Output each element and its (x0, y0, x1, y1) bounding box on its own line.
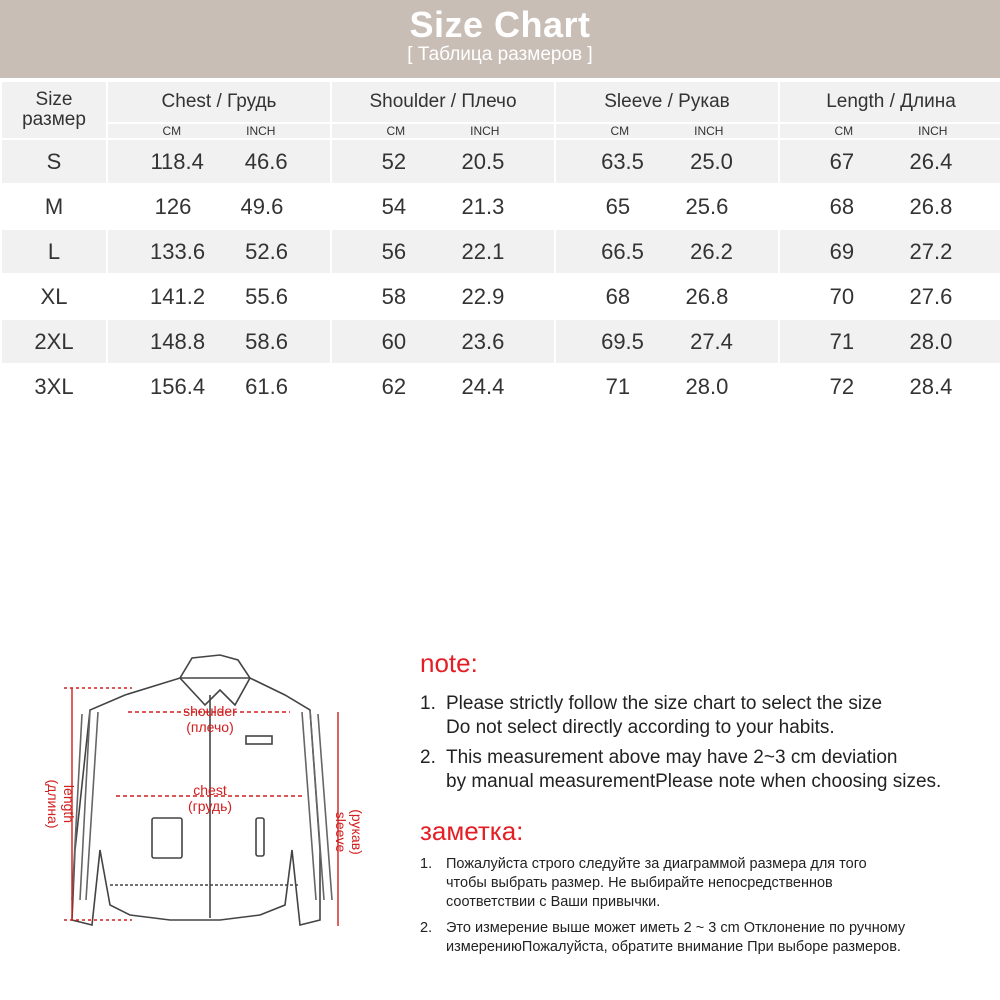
value-inch: 20.5 (461, 148, 505, 174)
notes-en (420, 648, 1000, 685)
value-cm: 60 (381, 328, 407, 354)
table-row (2, 365, 1000, 408)
measurement-cell (332, 140, 554, 183)
measurement-cell (780, 230, 1000, 273)
measurement-cell (108, 230, 330, 273)
value-cm: 58 (381, 283, 407, 309)
length-label: length (61, 784, 77, 824)
value-cm: 126 (154, 193, 192, 219)
measurement-cell (108, 185, 330, 228)
size-cell: L (2, 230, 106, 273)
value-inch: 27.4 (690, 328, 733, 354)
column-header-sleeve: Sleeve / Рукав (556, 82, 778, 122)
value-cm: 68 (829, 193, 855, 219)
table-row (2, 275, 1000, 318)
length-label-ru: (длина) (45, 779, 61, 829)
value-cm: 71 (605, 373, 631, 399)
measurement-cell (556, 275, 778, 318)
value-cm: 69 (829, 238, 855, 264)
page-subtitle: [ Таблица размеров ] (407, 44, 593, 65)
column-header-chest: Chest / Грудь (108, 82, 330, 122)
value-cm: 63.5 (601, 148, 644, 174)
table-row (2, 140, 1000, 183)
measurement-cell (780, 275, 1000, 318)
value-cm: 133.6 (150, 238, 206, 264)
note-ru-item-2: 2. Это измерение выше может иметь 2 ~ 3 cm Отклонение по ручному измерениюПожалуйста, обратите внимание При выборе размеров. (420, 920, 906, 955)
measurement-cell (556, 320, 778, 363)
value-inch: 28.0 (685, 373, 729, 399)
header-banner (0, 0, 1000, 78)
measurement-cell (780, 365, 1000, 408)
value-inch: 24.4 (461, 373, 505, 399)
measurement-cell (556, 365, 778, 408)
measurement-cell (108, 140, 330, 183)
table-row (2, 185, 1000, 228)
sleeve-label-ru: (рукав) (349, 809, 365, 855)
measurement-cell (556, 230, 778, 273)
table-row (2, 230, 1000, 273)
value-cm: 56 (381, 238, 407, 264)
size-table (0, 80, 1000, 410)
value-cm: 70 (829, 283, 855, 309)
value-inch: 46.6 (244, 148, 288, 174)
value-inch: 25.0 (690, 148, 733, 174)
value-cm: 148.8 (150, 328, 206, 354)
unit-header: CM INCH (556, 124, 778, 138)
unit-header: CM INCH (332, 124, 554, 138)
value-inch: 26.4 (909, 148, 953, 174)
value-inch: 21.3 (461, 193, 505, 219)
measurement-cell (556, 185, 778, 228)
value-cm: 68 (605, 283, 631, 309)
value-cm: 156.4 (150, 373, 206, 399)
note-en-item-2: 2. This measurement above may have 2~3 cm deviation by manual measurementPlease note when choosing sizes. (420, 747, 942, 792)
note-en-item-1: 1. Please strictly follow the size chart to select the size Do not select directly according to your habits. (420, 693, 883, 738)
shoulder-label: shoulder (183, 703, 237, 719)
value-inch: 22.1 (461, 238, 505, 264)
value-cm: 54 (381, 193, 407, 219)
value-inch: 26.8 (685, 283, 729, 309)
measurement-cell (108, 275, 330, 318)
value-inch: 58.6 (245, 328, 288, 354)
note-ru-item-1: 1. Пожалуйста строго следуйте за диаграммой размера для того чтобы выбрать размер. Не выбирайте непосредственнов соответствии с Ваши привычки. (420, 856, 867, 910)
size-cell: S (2, 140, 106, 183)
size-cell: 3XL (2, 365, 106, 408)
value-inch: 55.6 (245, 283, 288, 309)
value-inch: 28.4 (909, 373, 953, 399)
sleeve-label: sleeve (333, 811, 349, 853)
value-inch: 25.6 (685, 193, 729, 219)
measurement-cell (332, 185, 554, 228)
value-inch: 27.2 (909, 238, 953, 264)
value-cm: 66.5 (601, 238, 644, 264)
unit-header: CM INCH (108, 124, 330, 138)
value-cm: 69.5 (601, 328, 644, 354)
value-cm: 141.2 (150, 283, 206, 309)
value-inch: 27.6 (909, 283, 953, 309)
value-cm: 62 (381, 373, 407, 399)
measurement-cell (780, 320, 1000, 363)
table-row (2, 320, 1000, 363)
size-cell: M (2, 185, 106, 228)
page-title: Size Chart (409, 4, 591, 45)
value-cm: 71 (829, 328, 855, 354)
value-inch: 28.0 (909, 328, 953, 354)
jacket-collar (180, 655, 250, 705)
measurement-cell (556, 140, 778, 183)
value-cm: 52 (381, 148, 407, 174)
value-inch: 61.6 (245, 373, 288, 399)
value-inch: 26.8 (909, 193, 953, 219)
size-cell: 2XL (2, 320, 106, 363)
size-column-header: Size размер (2, 82, 106, 138)
measurement-cell (108, 365, 330, 408)
jacket-diagram (20, 650, 390, 950)
value-cm: 72 (829, 373, 855, 399)
value-inch: 52.6 (245, 238, 288, 264)
value-cm: 118.4 (150, 148, 204, 174)
value-cm: 65 (605, 193, 631, 219)
measurement-cell (780, 140, 1000, 183)
value-inch: 23.6 (461, 328, 505, 354)
notes-ru-heading: заметка: (420, 816, 524, 846)
value-inch: 49.6 (240, 193, 284, 219)
column-header-length: Length / Длина (780, 82, 1000, 122)
column-header-shoulder: Shoulder / Плечо (332, 82, 554, 122)
measurement-cell (780, 185, 1000, 228)
measurement-cell (108, 320, 330, 363)
value-cm: 67 (829, 148, 855, 174)
value-inch: 26.2 (690, 238, 733, 264)
measurement-cell (332, 365, 554, 408)
measurement-cell (332, 275, 554, 318)
notes-en-heading: note: (420, 648, 478, 678)
value-inch: 22.9 (461, 283, 505, 309)
chest-label-ru: (грудь) (187, 798, 233, 814)
measurement-cell (332, 320, 554, 363)
shoulder-label-ru: (плечо) (186, 719, 234, 735)
chest-label: chest (193, 782, 227, 798)
measurement-cell (332, 230, 554, 273)
size-cell: XL (2, 275, 106, 318)
unit-header: CM INCH (780, 124, 1000, 138)
